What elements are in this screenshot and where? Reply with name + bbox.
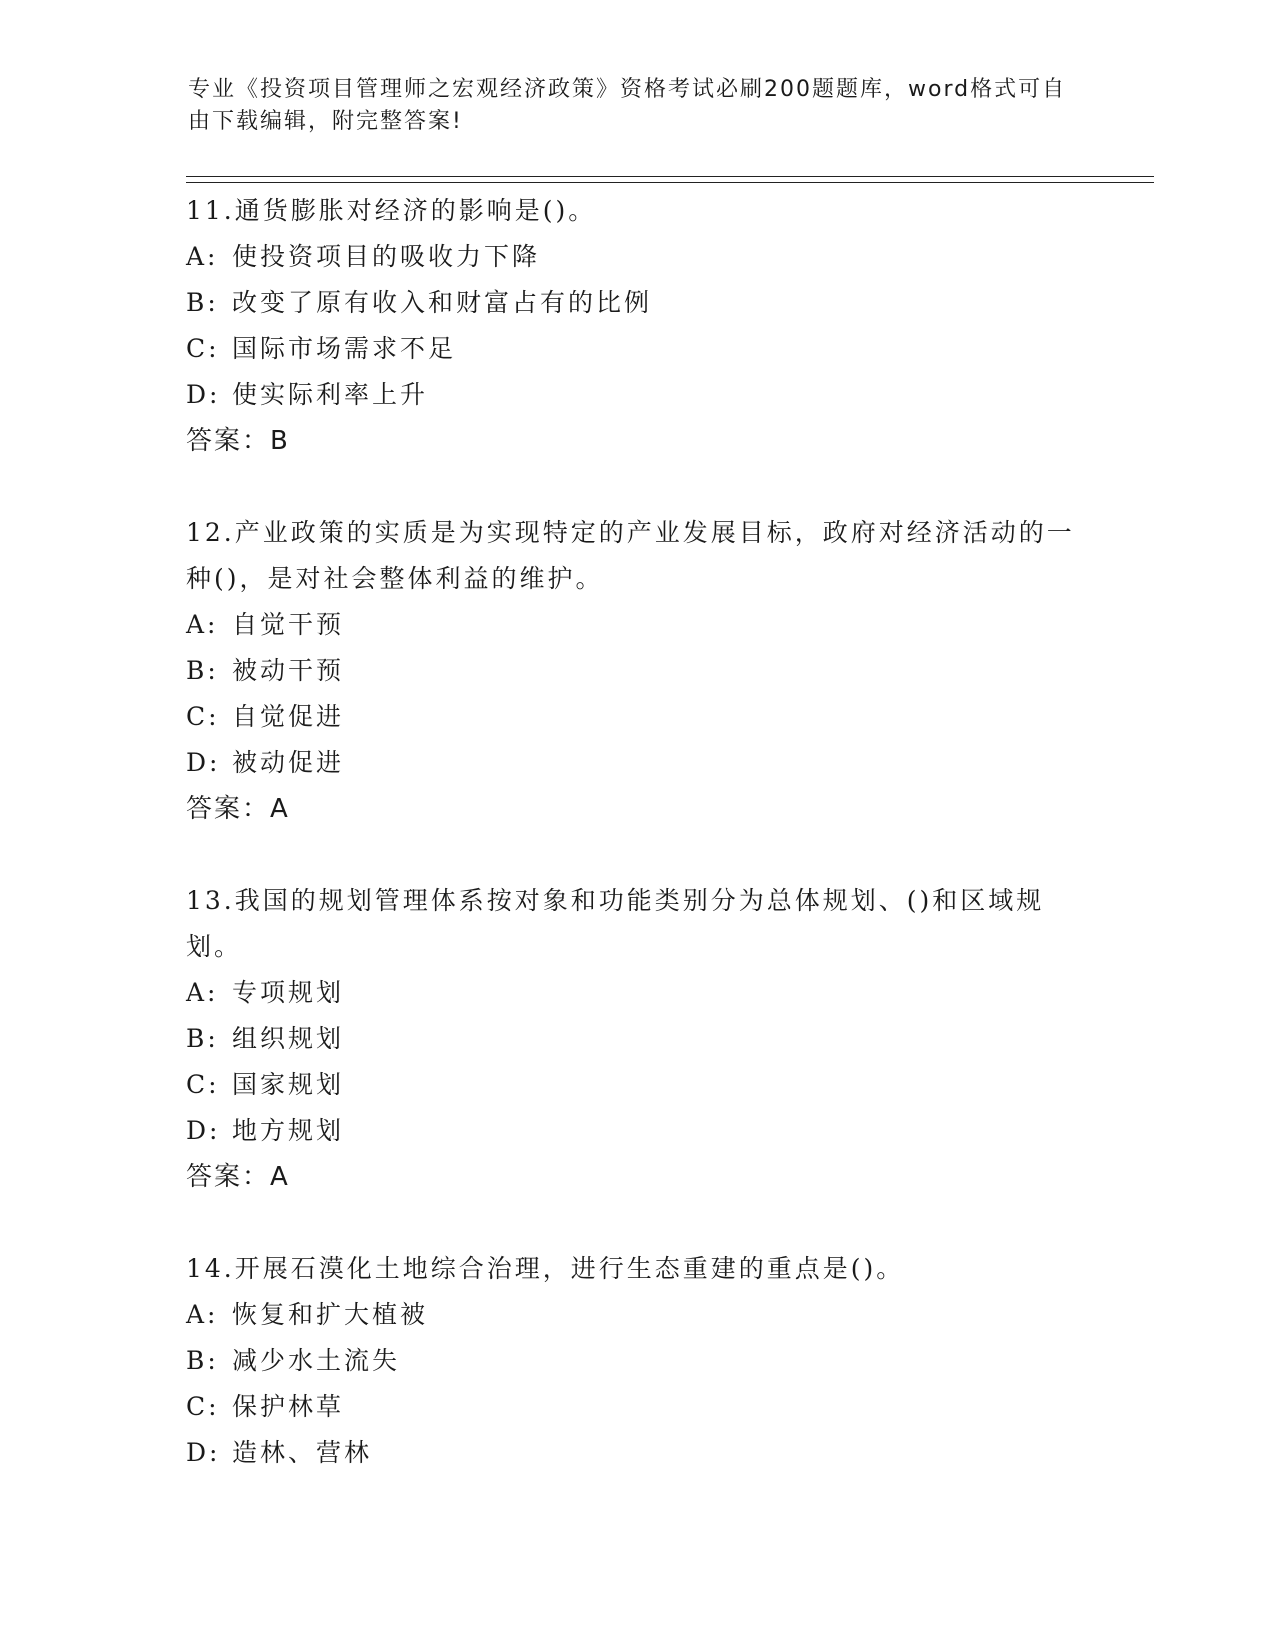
- option-letter: A:: [186, 242, 219, 271]
- option-a: [186, 970, 1086, 1016]
- option-text: 专项规划: [232, 978, 345, 1007]
- option-letter: C:: [186, 334, 220, 363]
- option-b: [186, 1338, 1086, 1384]
- option-letter: D:: [186, 748, 221, 777]
- option-c: [186, 1384, 1086, 1430]
- question-stem: 12.产业政策的实质是为实现特定的产业发展目标，政府对经济活动的一种()，是对社会整体利益的维护。: [186, 518, 1075, 593]
- question-spacer: [186, 464, 1086, 510]
- option-letter: B:: [186, 1024, 219, 1053]
- option-a: [186, 1292, 1086, 1338]
- header-rule-top: [186, 176, 1154, 177]
- option-letter: C:: [186, 1392, 220, 1421]
- header-rule-bottom: [186, 182, 1154, 183]
- answer-line: 答案：A: [186, 1162, 290, 1192]
- option-b: [186, 1016, 1086, 1062]
- question-13: [186, 878, 1086, 1200]
- option-d: [186, 372, 1086, 418]
- option-text: 改变了原有收入和财富占有的比例: [232, 288, 653, 317]
- option-letter: A:: [186, 978, 219, 1007]
- option-text: 地方规划: [232, 1116, 345, 1145]
- option-letter: C:: [186, 1070, 220, 1099]
- option-letter: B:: [186, 1346, 219, 1375]
- option-c: [186, 694, 1086, 740]
- option-text: 造林、营林: [232, 1438, 373, 1467]
- option-a: [186, 234, 1086, 280]
- option-letter: D:: [186, 380, 221, 409]
- option-letter: D:: [186, 1116, 221, 1145]
- option-text: 被动促进: [232, 748, 345, 777]
- question-stem: 13.我国的规划管理体系按对象和功能类别分为总体规划、()和区域规划。: [186, 886, 1045, 961]
- option-d: [186, 740, 1086, 786]
- option-letter: B:: [186, 288, 219, 317]
- answer-line: 答案：A: [186, 794, 290, 824]
- option-text: 自觉促进: [232, 702, 345, 731]
- question-11: [186, 188, 1086, 464]
- option-letter: D:: [186, 1438, 221, 1467]
- question-list: [186, 188, 1086, 1476]
- question-14: [186, 1246, 1086, 1476]
- option-c: [186, 326, 1086, 372]
- option-letter: C:: [186, 702, 220, 731]
- option-text: 使投资项目的吸收力下降: [232, 242, 541, 271]
- option-c: [186, 1062, 1086, 1108]
- option-text: 使实际利率上升: [232, 380, 429, 409]
- option-text: 被动干预: [232, 656, 345, 685]
- question-spacer: [186, 1200, 1086, 1246]
- option-b: [186, 648, 1086, 694]
- option-letter: A:: [186, 610, 219, 639]
- question-spacer: [186, 832, 1086, 878]
- option-text: 保护林草: [232, 1392, 345, 1421]
- option-a: [186, 602, 1086, 648]
- question-stem: 11.通货膨胀对经济的影响是()。: [186, 196, 597, 225]
- option-text: 国家规划: [232, 1070, 345, 1099]
- document-header: 专业《投资项目管理师之宏观经济政策》资格考试必刷200题题库，word格式可自由下载编辑，附完整答案!: [188, 77, 1067, 134]
- option-text: 自觉干预: [232, 610, 345, 639]
- question-stem: 14.开展石漠化土地综合治理，进行生态重建的重点是()。: [186, 1254, 905, 1283]
- option-letter: A:: [186, 1300, 219, 1329]
- question-12: [186, 510, 1086, 832]
- option-text: 组织规划: [232, 1024, 345, 1053]
- option-text: 国际市场需求不足: [232, 334, 457, 363]
- option-text: 恢复和扩大植被: [232, 1300, 429, 1329]
- answer-line: 答案：B: [186, 426, 290, 456]
- option-text: 减少水土流失: [232, 1346, 401, 1375]
- option-b: [186, 280, 1086, 326]
- option-d: [186, 1430, 1086, 1476]
- option-letter: B:: [186, 656, 219, 685]
- option-d: [186, 1108, 1086, 1154]
